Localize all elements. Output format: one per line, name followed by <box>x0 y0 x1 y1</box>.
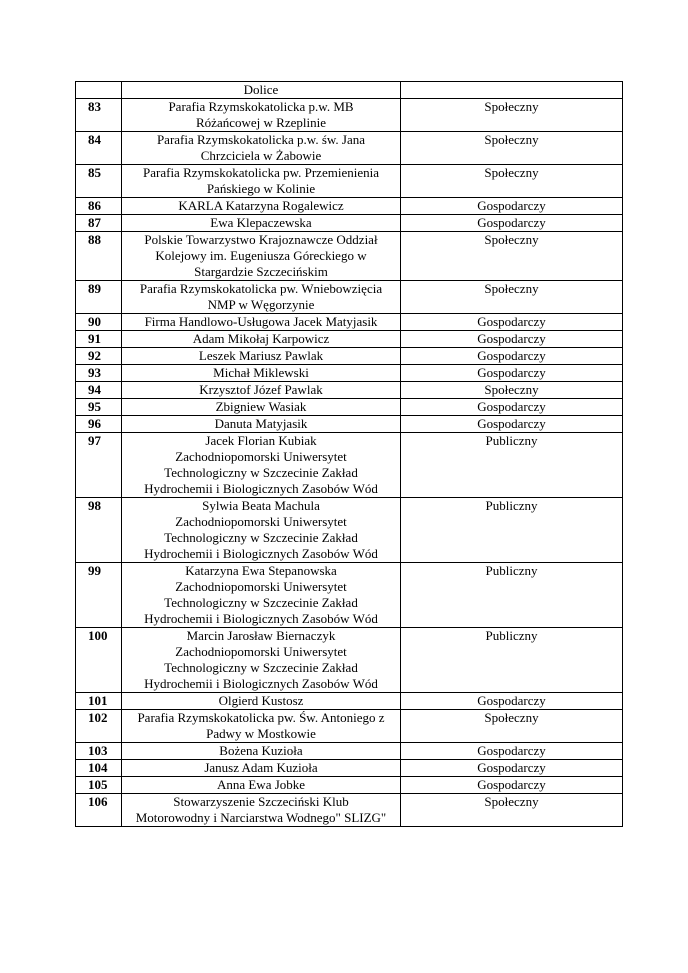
entity-name-line: Hydrochemii i Biologicznych Zasobów Wód <box>144 611 378 626</box>
entity-type-cell: Publiczny <box>401 563 623 628</box>
table-row <box>76 281 623 314</box>
table-row <box>76 498 623 563</box>
entity-name-line: Pańskiego w Kolinie <box>206 181 316 196</box>
table-row <box>76 232 623 281</box>
entity-name-line: Technologiczny w Szczecinie Zakład <box>164 530 358 545</box>
table-row <box>76 198 623 215</box>
table-row <box>76 82 623 99</box>
entity-name-line: Bożena Kuzioła <box>219 743 303 758</box>
entity-name-cell <box>122 198 401 215</box>
entity-name-line: Parafia Rzymskokatolicka pw. Przemienienia <box>143 165 379 180</box>
entity-name-cell <box>122 165 401 198</box>
row-number-cell: 93 <box>76 365 122 382</box>
row-number-cell: 97 <box>76 433 122 498</box>
entity-name-line: Sylwia Beata Machula <box>202 498 320 513</box>
entity-name-cell <box>122 132 401 165</box>
entity-name-line: Technologiczny w Szczecinie Zakład <box>164 595 358 610</box>
entity-name-cell <box>122 498 401 563</box>
entity-name-line: Hydrochemii i Biologicznych Zasobów Wód <box>144 481 378 496</box>
entity-type-cell: Społeczny <box>401 232 623 281</box>
row-number-cell: 90 <box>76 314 122 331</box>
entity-name-line: Zbigniew Wasiak <box>215 399 307 414</box>
entity-name-line: Zachodniopomorski Uniwersytet <box>175 644 347 659</box>
entity-type-cell: Gospodarczy <box>401 348 623 365</box>
entity-type-cell: Gospodarczy <box>401 777 623 794</box>
entity-name-line: Zachodniopomorski Uniwersytet <box>175 449 347 464</box>
entity-type-cell: Społeczny <box>401 165 623 198</box>
entity-name-cell <box>122 215 401 232</box>
entity-name-line: Jacek Florian Kubiak <box>205 433 317 448</box>
entity-name-line: Katarzyna Ewa Stepanowska <box>185 563 337 578</box>
entity-name-line: Chrzciciela w Żabowie <box>200 148 322 163</box>
entity-name-line: Olgierd Kustosz <box>218 693 304 708</box>
table-row <box>76 760 623 777</box>
table-row <box>76 215 623 232</box>
entity-name-line: Adam Mikołaj Karpowicz <box>192 331 330 346</box>
row-number-cell: 100 <box>76 628 122 693</box>
row-number-cell: 91 <box>76 331 122 348</box>
entity-name-cell <box>122 314 401 331</box>
row-number-cell: 85 <box>76 165 122 198</box>
entity-name-cell <box>122 399 401 416</box>
entity-name-line: Motorowodny i Narciarstwa Wodnego" SLIZG" <box>135 810 387 825</box>
entity-type-cell: Społeczny <box>401 710 623 743</box>
table-row <box>76 399 623 416</box>
entity-name-cell <box>122 743 401 760</box>
entity-name-line: Leszek Mariusz Pawlak <box>198 348 324 363</box>
entity-type-cell: Gospodarczy <box>401 760 623 777</box>
entity-name-line: Marcin Jarosław Biernaczyk <box>186 628 336 643</box>
row-number-cell: 104 <box>76 760 122 777</box>
row-number-cell: 96 <box>76 416 122 433</box>
entity-type-cell: Gospodarczy <box>401 215 623 232</box>
entity-name-line: Różańcowej w Rzeplinie <box>196 115 326 130</box>
entity-name-cell <box>122 693 401 710</box>
entity-name-line: Stowarzyszenie Szczeciński Klub <box>173 794 349 809</box>
entity-name-line: Padwy w Mostkowie <box>206 726 316 741</box>
entity-name-line: Krzysztof Józef Pawlak <box>199 382 323 397</box>
table-row <box>76 416 623 433</box>
registry-table <box>75 81 623 827</box>
entity-name-cell <box>122 433 401 498</box>
row-number-cell: 92 <box>76 348 122 365</box>
entity-name-line: Zachodniopomorski Uniwersytet <box>175 514 347 529</box>
entity-name-line: Technologiczny w Szczecinie Zakład <box>164 465 358 480</box>
entity-name-line: Dolice <box>243 82 279 97</box>
table-row <box>76 794 623 827</box>
entity-type-cell: Społeczny <box>401 281 623 314</box>
entity-name-line: Hydrochemii i Biologicznych Zasobów Wód <box>144 546 378 561</box>
entity-type-cell: Gospodarczy <box>401 399 623 416</box>
entity-name-line: Ewa Klepaczewska <box>210 215 312 230</box>
table-row <box>76 777 623 794</box>
row-number-cell: 103 <box>76 743 122 760</box>
row-number-cell: 101 <box>76 693 122 710</box>
entity-name-line: Technologiczny w Szczecinie Zakład <box>164 660 358 675</box>
entity-name-cell <box>122 794 401 827</box>
table-row <box>76 331 623 348</box>
entity-name-line: Parafia Rzymskokatolicka pw. Wniebowzięcia <box>139 281 383 296</box>
entity-type-cell: Gospodarczy <box>401 693 623 710</box>
entity-name-cell <box>122 563 401 628</box>
table-row <box>76 628 623 693</box>
entity-name-line: Kolejowy im. Eugeniusza Góreckiego w <box>155 248 367 263</box>
row-number-cell: 98 <box>76 498 122 563</box>
entity-name-line: Zachodniopomorski Uniwersytet <box>175 579 347 594</box>
entity-name-cell <box>122 331 401 348</box>
entity-name-line: Parafia Rzymskokatolicka p.w. św. Jana <box>156 132 366 147</box>
entity-name-line: Anna Ewa Jobke <box>216 777 306 792</box>
entity-name-line: Hydrochemii i Biologicznych Zasobów Wód <box>144 676 378 691</box>
table-row <box>76 563 623 628</box>
table-row <box>76 710 623 743</box>
table-row <box>76 382 623 399</box>
row-number-cell: 84 <box>76 132 122 165</box>
row-number-cell: 86 <box>76 198 122 215</box>
entity-name-cell <box>122 82 401 99</box>
entity-name-cell <box>122 348 401 365</box>
table-row <box>76 693 623 710</box>
entity-name-cell <box>122 365 401 382</box>
entity-type-cell: Gospodarczy <box>401 743 623 760</box>
entity-name-line: Parafia Rzymskokatolicka p.w. MB <box>168 99 354 114</box>
entity-name-line: NMP w Węgorzynie <box>207 297 315 312</box>
entity-name-cell <box>122 281 401 314</box>
entity-name-line: KARLA Katarzyna Rogalewicz <box>178 198 344 213</box>
row-number-cell: 94 <box>76 382 122 399</box>
table-row <box>76 132 623 165</box>
entity-type-cell: Publiczny <box>401 433 623 498</box>
entity-name-line: Parafia Rzymskokatolicka pw. Św. Antoniego z <box>137 710 385 725</box>
registry-table-body <box>76 82 623 827</box>
entity-name-cell <box>122 760 401 777</box>
entity-type-cell: Publiczny <box>401 498 623 563</box>
entity-name-line: Michał Miklewski <box>213 365 309 380</box>
entity-name-line: Danuta Matyjasik <box>214 416 308 431</box>
entity-name-line: Janusz Adam Kuzioła <box>204 760 318 775</box>
table-row <box>76 348 623 365</box>
row-number-cell: 106 <box>76 794 122 827</box>
table-row <box>76 365 623 382</box>
row-number-cell: 99 <box>76 563 122 628</box>
entity-type-cell: Gospodarczy <box>401 198 623 215</box>
entity-name-cell <box>122 382 401 399</box>
entity-name-cell <box>122 416 401 433</box>
entity-type-cell: Społeczny <box>401 794 623 827</box>
entity-type-cell: Społeczny <box>401 99 623 132</box>
table-row <box>76 314 623 331</box>
table-row <box>76 99 623 132</box>
row-number-cell: 89 <box>76 281 122 314</box>
row-number-cell: 83 <box>76 99 122 132</box>
entity-name-line: Firma Handlowo-Usługowa Jacek Matyjasik <box>144 314 378 329</box>
entity-type-cell <box>401 82 623 99</box>
row-number-cell: 102 <box>76 710 122 743</box>
row-number-cell: 105 <box>76 777 122 794</box>
table-row <box>76 743 623 760</box>
row-number-cell: 88 <box>76 232 122 281</box>
entity-type-cell: Gospodarczy <box>401 365 623 382</box>
entity-type-cell: Gospodarczy <box>401 331 623 348</box>
row-number-cell <box>76 82 122 99</box>
row-number-cell: 95 <box>76 399 122 416</box>
entity-type-cell: Gospodarczy <box>401 314 623 331</box>
entity-name-cell <box>122 628 401 693</box>
entity-type-cell: Publiczny <box>401 628 623 693</box>
entity-name-cell <box>122 232 401 281</box>
entity-type-cell: Społeczny <box>401 382 623 399</box>
entity-name-cell <box>122 710 401 743</box>
row-number-cell: 87 <box>76 215 122 232</box>
table-row <box>76 165 623 198</box>
entity-name-cell <box>122 777 401 794</box>
table-row <box>76 433 623 498</box>
entity-type-cell: Gospodarczy <box>401 416 623 433</box>
entity-type-cell: Społeczny <box>401 132 623 165</box>
entity-name-line: Stargardzie Szczecińskim <box>194 264 328 279</box>
entity-name-cell <box>122 99 401 132</box>
entity-name-line: Polskie Towarzystwo Krajoznawcze Oddział <box>144 232 378 247</box>
